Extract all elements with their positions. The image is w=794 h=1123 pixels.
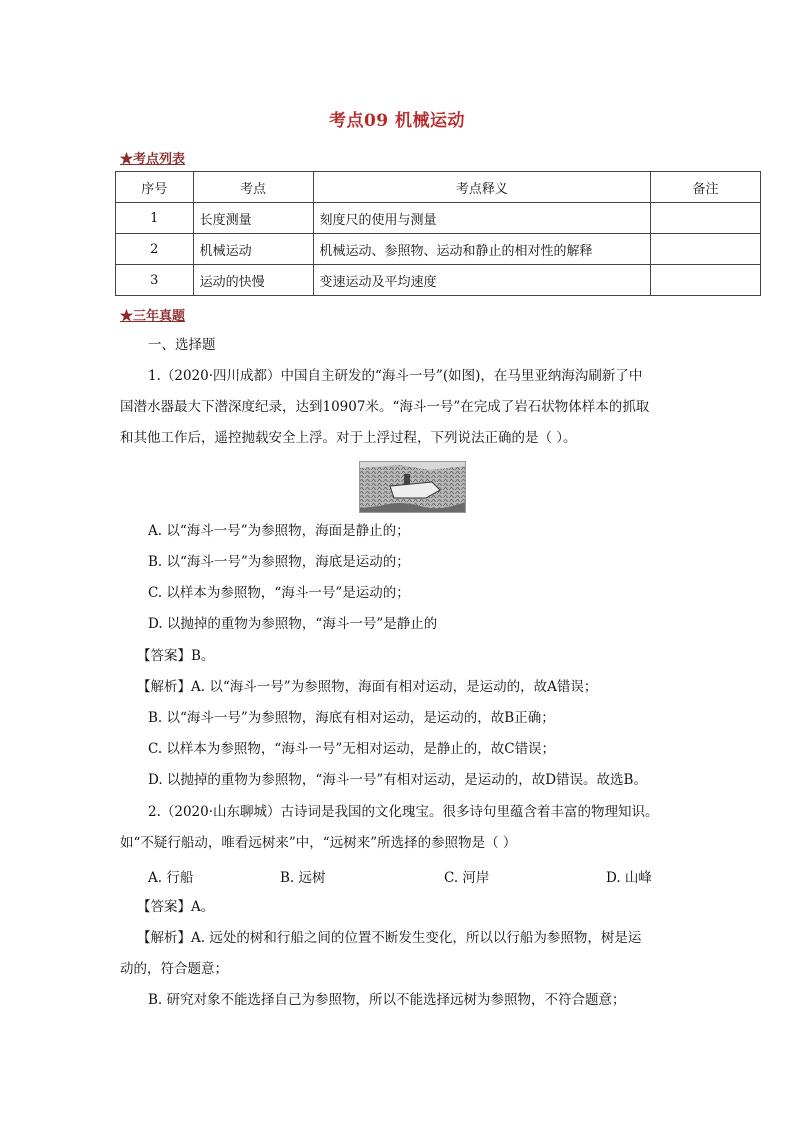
q2-analysis-line: 动的，符合题意； (120, 961, 228, 977)
q1-analysis-line: B. 以“海斗一号”为参照物，海底有相对运动，是运动的，故B正确； (148, 710, 555, 726)
q1-stem-line: 1.（2020·四川成都）中国自主研发的“海斗一号”(如图)，在马里亚纳海沟刷新了中 (148, 368, 643, 384)
q1-analysis-line: 【解析】A. 以“海斗一号”为参照物，海面有相对运动，是运动的，故A错误； (137, 679, 598, 695)
submersible-photo (359, 461, 466, 513)
table-cell (651, 265, 761, 296)
q2-analysis-line: B. 研究对象不能选择自己为参照物，所以不能选择远树为参照物，不符合题意； (148, 992, 626, 1008)
q2-stem-line: 如“不疑行船动，唯看远树来”中，“远树来”所选择的参照物是（ ） (120, 835, 517, 851)
table-cell: 长度测量 (193, 203, 313, 234)
table-row (116, 234, 761, 265)
table-cell: 机械运动、参照物、运动和静止的相对性的解释 (313, 234, 651, 265)
q1-analysis-line: D. 以抛掉的重物为参照物，“海斗一号”有相对运动，是运动的，故D错误。故选B。 (148, 772, 647, 788)
table-cell (651, 203, 761, 234)
table-cell: 机械运动 (193, 234, 313, 265)
header-cell: 序号 (116, 172, 194, 203)
q2-option-a: A. 行船 (148, 870, 194, 886)
table-cell (651, 234, 761, 265)
q1-stem-line: 和其他工作后，遥控抛载安全上浮。对于上浮过程，下列说法正确的是（ ）。 (120, 430, 577, 446)
header-cell: 考点 (193, 172, 313, 203)
table-header-row (116, 172, 761, 203)
q2-option-d: D. 山峰 (606, 870, 652, 886)
submersible-photo-image (360, 462, 465, 512)
header-cell: 备注 (651, 172, 761, 203)
q1-option-c: C. 以样本为参照物，“海斗一号”是运动的； (148, 585, 410, 601)
table-cell: 3 (116, 265, 194, 296)
part-heading: 一、选择题 (148, 337, 216, 353)
table-row (116, 203, 761, 234)
q2-answer: 【答案】A。 (137, 899, 215, 915)
table-cell: 刻度尺的使用与测量 (313, 203, 651, 234)
exam-point-table (115, 171, 761, 296)
q2-option-c: C. 河岸 (444, 870, 490, 886)
header-cell: 考点释义 (313, 172, 651, 203)
q2-analysis-line: 【解析】A. 远处的树和行船之间的位置不断发生变化，所以以行船为参照物，树是运 (137, 930, 642, 946)
section-label-zhenti: ★三年真题 (120, 309, 186, 324)
table-cell: 运动的快慢 (193, 265, 313, 296)
q1-option-d: D. 以抛掉的重物为参照物，“海斗一号”是静止的 (148, 616, 438, 632)
page-title: 考点09 机械运动 (328, 111, 466, 131)
q1-option-b: B. 以“海斗一号”为参照物，海底是运动的； (148, 554, 410, 570)
table-cell: 2 (116, 234, 194, 265)
q1-option-a: A. 以“海斗一号”为参照物，海面是静止的； (148, 523, 410, 539)
q1-answer: 【答案】B。 (137, 648, 215, 664)
q2-stem-line: 2.（2020·山东聊城）古诗词是我国的文化瑰宝。很多诗句里蕴含着丰富的物理知识。 (148, 804, 659, 820)
section-label-list: ★考点列表 (120, 152, 186, 167)
q1-stem-line: 国潜水器最大下潜深度纪录，达到10907米。“海斗一号”在完成了岩石状物体样本的抓取 (120, 399, 650, 415)
table-row (116, 265, 761, 296)
table-cell: 变速运动及平均速度 (313, 265, 651, 296)
table-cell: 1 (116, 203, 194, 234)
q2-option-b: B. 远树 (280, 870, 326, 886)
q1-analysis-line: C. 以样本为参照物，“海斗一号”无相对运动，是静止的，故C错误； (148, 741, 556, 757)
